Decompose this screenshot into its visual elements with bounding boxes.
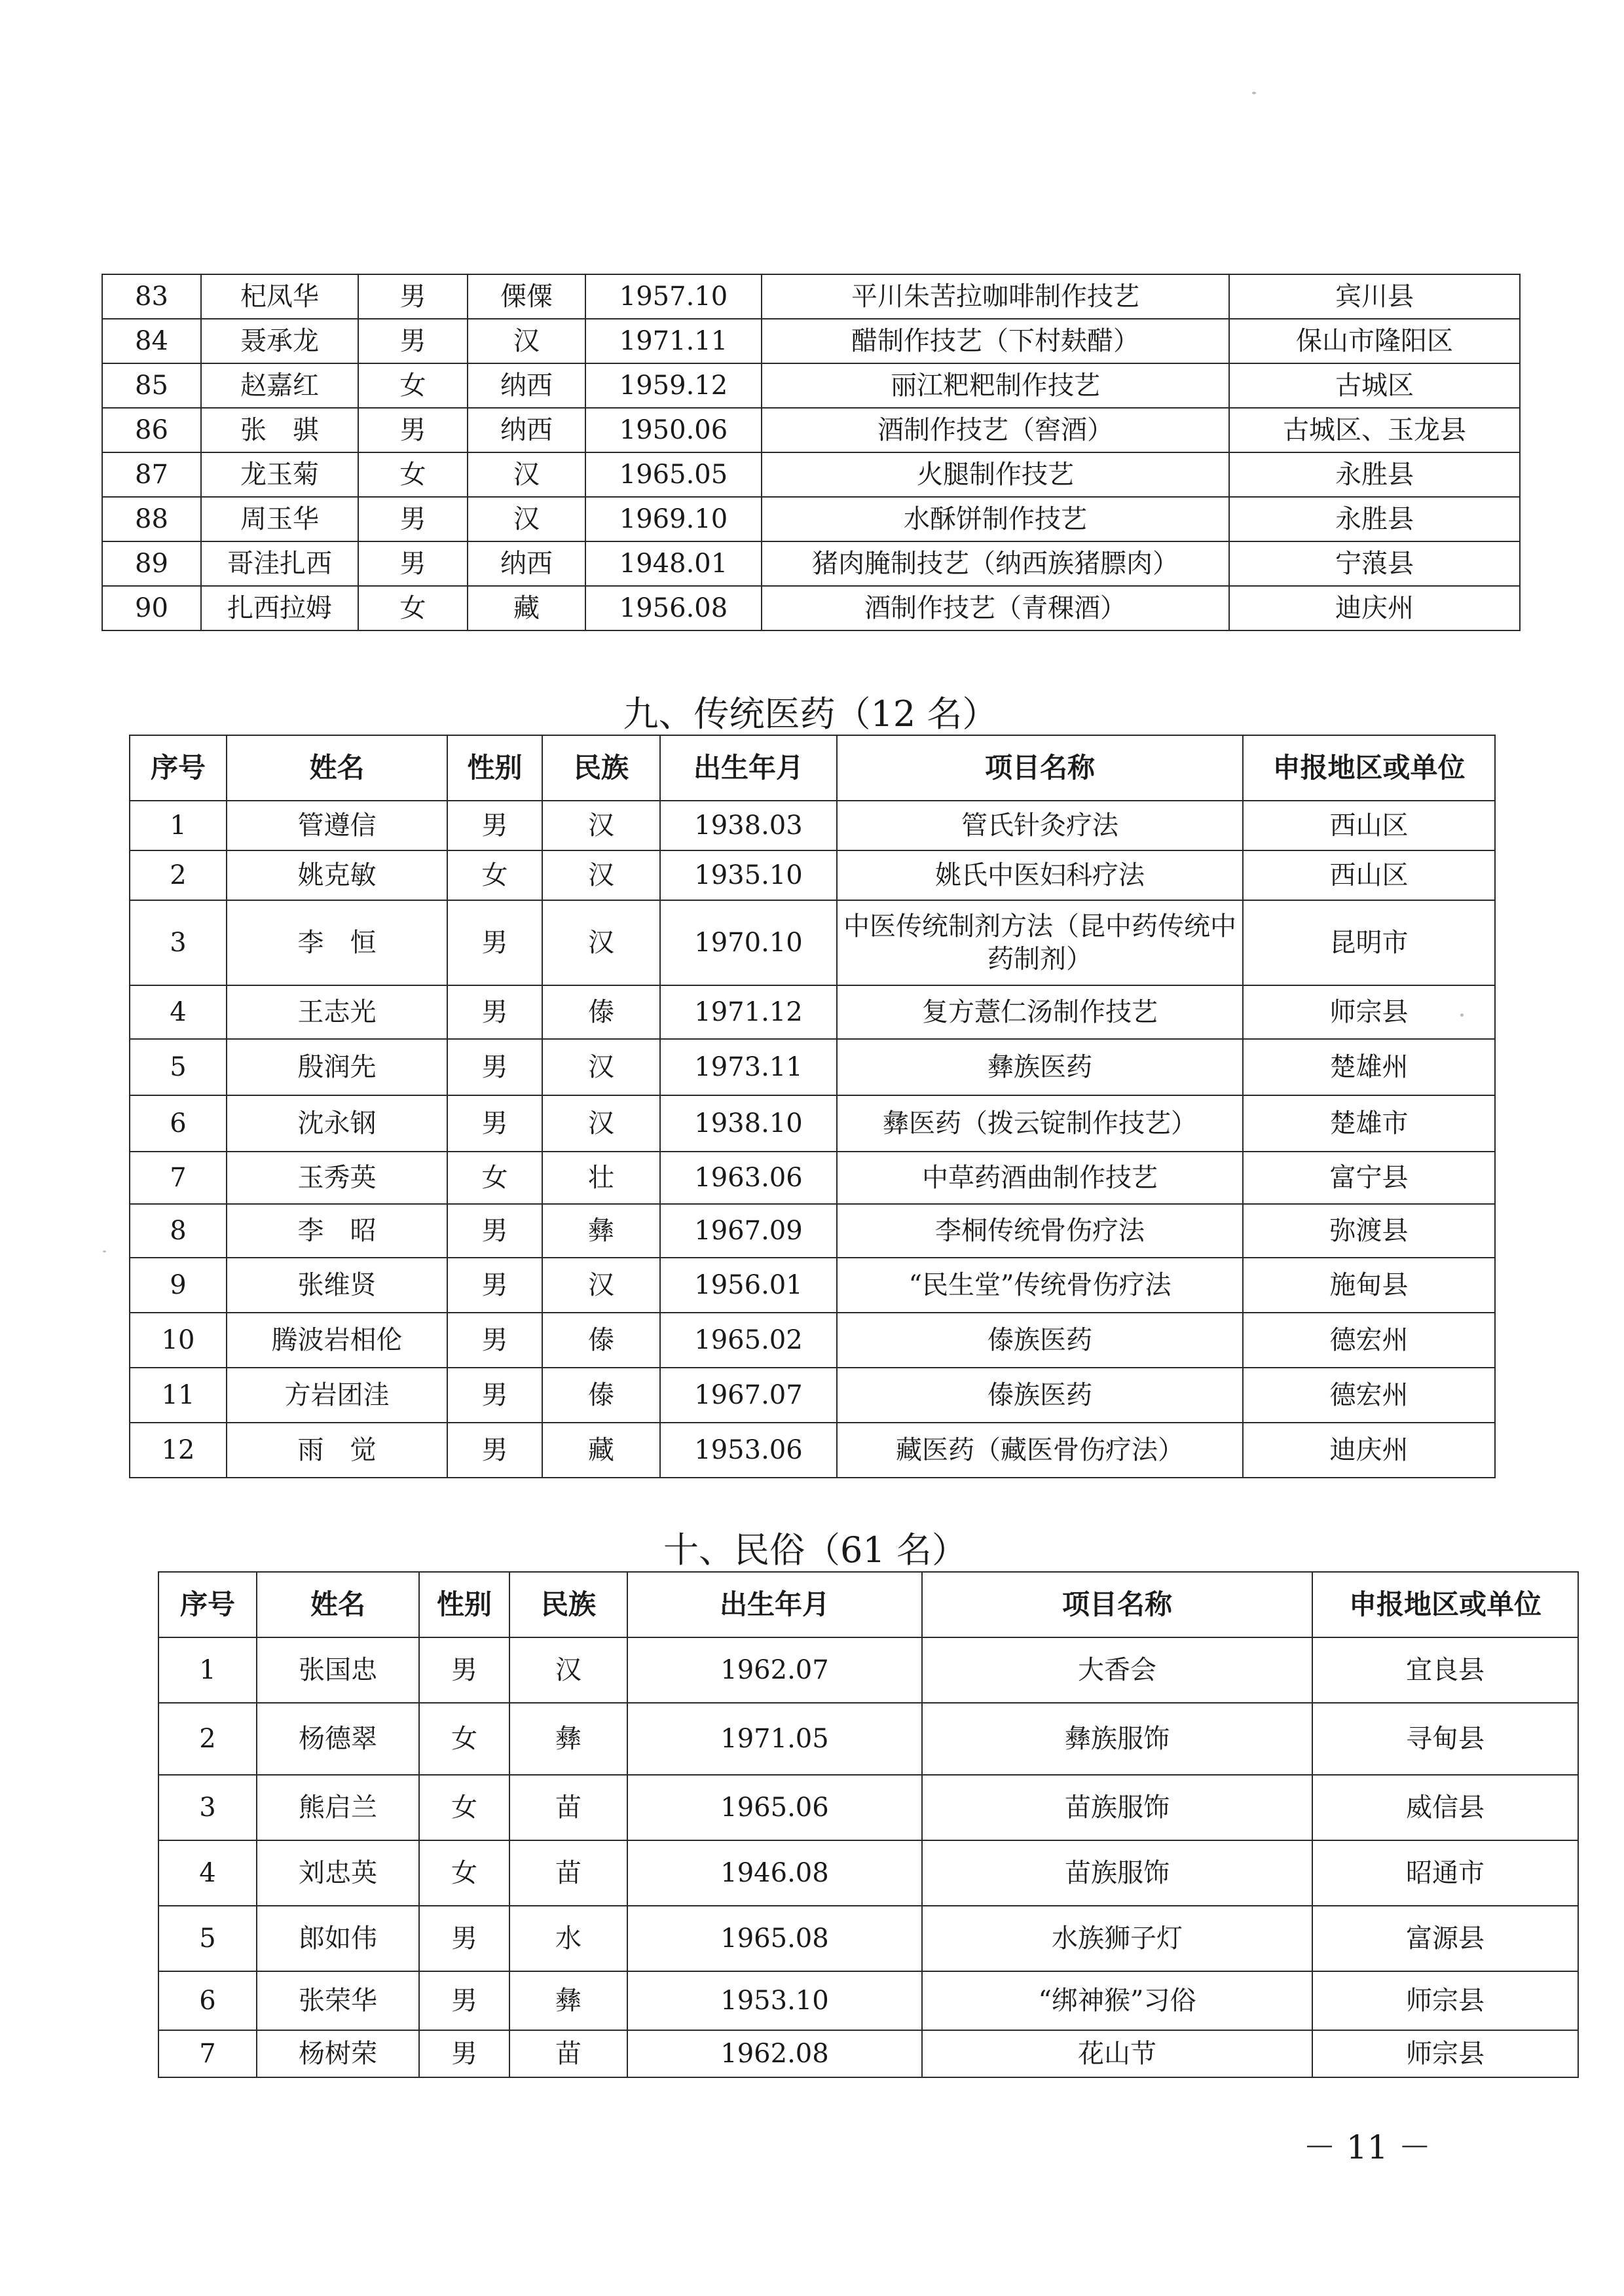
- cell-no: 7: [130, 1152, 227, 1204]
- cell-ethnicity: 汉: [468, 497, 585, 541]
- cell-no: 2: [158, 1703, 257, 1775]
- cell-birth: 1953.06: [660, 1423, 837, 1478]
- cell-gender: 男: [447, 801, 542, 850]
- cell-gender: 女: [358, 452, 468, 497]
- cell-project: 猪肉腌制技艺（纳西族猪膘肉）: [762, 541, 1229, 586]
- section-10-title: 十、民俗（61 名）: [663, 1529, 967, 1571]
- cell-gender: 女: [419, 1775, 509, 1840]
- table-row: [158, 2030, 1578, 2077]
- cell-ethnicity: 汉: [542, 1258, 660, 1313]
- cell-region: 保山市隆阳区: [1229, 319, 1520, 363]
- table-section-10: [158, 1571, 1579, 2078]
- cell-birth: 1959.12: [585, 363, 762, 408]
- cell-ethnicity: 苗: [509, 1775, 627, 1840]
- cell-region: 威信县: [1312, 1775, 1578, 1840]
- cell-project: 彝族服饰: [922, 1703, 1312, 1775]
- table-header-row: [158, 1572, 1578, 1637]
- header-region: 申报地区或单位: [1312, 1572, 1578, 1637]
- cell-project: 傣族医药: [837, 1313, 1243, 1368]
- table-row: [102, 497, 1520, 541]
- table-section-9: [129, 735, 1496, 1478]
- table-row: [102, 541, 1520, 586]
- cell-no: 86: [102, 408, 201, 452]
- cell-ethnicity: 汉: [509, 1637, 627, 1703]
- cell-gender: 男: [447, 900, 542, 985]
- cell-birth: 1956.08: [585, 586, 762, 630]
- cell-name: 李 昭: [227, 1204, 447, 1258]
- cell-project: “绑神猴”习俗: [922, 1971, 1312, 2030]
- cell-gender: 男: [358, 408, 468, 452]
- cell-ethnicity: 壮: [542, 1152, 660, 1204]
- cell-gender: 男: [358, 541, 468, 586]
- cell-birth: 1965.02: [660, 1313, 837, 1368]
- cell-birth: 1971.12: [660, 985, 837, 1039]
- cell-birth: 1967.09: [660, 1204, 837, 1258]
- cell-gender: 男: [447, 1258, 542, 1313]
- cell-project: 姚氏中医妇科疗法: [837, 850, 1243, 900]
- page-number: － 11 －: [1303, 2128, 1431, 2166]
- cell-ethnicity: 傣: [542, 985, 660, 1039]
- cell-no: 3: [130, 900, 227, 985]
- table-row: [158, 1971, 1578, 2030]
- cell-region: 楚雄市: [1243, 1095, 1495, 1152]
- table-row: [130, 900, 1495, 985]
- table-row: [102, 319, 1520, 363]
- cell-region: 宁蒗县: [1229, 541, 1520, 586]
- cell-project: 酒制作技艺（青稞酒）: [762, 586, 1229, 630]
- cell-project: 复方薏仁汤制作技艺: [837, 985, 1243, 1039]
- cell-region: 师宗县: [1312, 1971, 1578, 2030]
- cell-birth: 1965.08: [627, 1906, 922, 1971]
- cell-region: 古城区、玉龙县: [1229, 408, 1520, 452]
- header-name: 姓名: [227, 735, 447, 801]
- table-row: [130, 1368, 1495, 1423]
- cell-project: 火腿制作技艺: [762, 452, 1229, 497]
- cell-gender: 男: [419, 1971, 509, 2030]
- cell-region: 富源县: [1312, 1906, 1578, 1971]
- cell-gender: 男: [447, 985, 542, 1039]
- table-row: [130, 1095, 1495, 1152]
- table-row: [158, 1775, 1578, 1840]
- cell-gender: 女: [419, 1840, 509, 1906]
- cell-gender: 男: [447, 1423, 542, 1478]
- cell-region: 师宗县: [1243, 985, 1495, 1039]
- cell-name: 杞凤华: [201, 274, 358, 319]
- cell-name: 扎西拉姆: [201, 586, 358, 630]
- cell-region: 永胜县: [1229, 497, 1520, 541]
- scan-speck: [1252, 92, 1256, 94]
- cell-name: 杨树荣: [257, 2030, 419, 2077]
- cell-ethnicity: 水: [509, 1906, 627, 1971]
- cell-region: 德宏州: [1243, 1313, 1495, 1368]
- table-row: [130, 850, 1495, 900]
- cell-name: 方岩团洼: [227, 1368, 447, 1423]
- cell-ethnicity: 藏: [468, 586, 585, 630]
- cell-no: 85: [102, 363, 201, 408]
- table-row: [130, 1313, 1495, 1368]
- cell-no: 12: [130, 1423, 227, 1478]
- table-row: [130, 1204, 1495, 1258]
- table-section-8: [101, 274, 1521, 631]
- cell-project: 彝医药（拨云锭制作技艺）: [837, 1095, 1243, 1152]
- cell-region: 西山区: [1243, 801, 1495, 850]
- cell-ethnicity: 藏: [542, 1423, 660, 1478]
- cell-region: 古城区: [1229, 363, 1520, 408]
- cell-region: 迪庆州: [1243, 1423, 1495, 1478]
- cell-project: 丽江粑粑制作技艺: [762, 363, 1229, 408]
- cell-gender: 男: [358, 274, 468, 319]
- cell-name: 杨德翠: [257, 1703, 419, 1775]
- cell-ethnicity: 彝: [542, 1204, 660, 1258]
- cell-name: 熊启兰: [257, 1775, 419, 1840]
- cell-project: 酒制作技艺（窖酒）: [762, 408, 1229, 452]
- header-region: 申报地区或单位: [1243, 735, 1495, 801]
- cell-ethnicity: 傈僳: [468, 274, 585, 319]
- table-row: [102, 586, 1520, 630]
- cell-birth: 1962.08: [627, 2030, 922, 2077]
- cell-ethnicity: 纳西: [468, 408, 585, 452]
- cell-region: 西山区: [1243, 850, 1495, 900]
- cell-birth: 1965.05: [585, 452, 762, 497]
- cell-ethnicity: 彝: [509, 1971, 627, 2030]
- cell-ethnicity: 彝: [509, 1703, 627, 1775]
- cell-gender: 男: [358, 319, 468, 363]
- cell-birth: 1971.05: [627, 1703, 922, 1775]
- cell-birth: 1971.11: [585, 319, 762, 363]
- cell-birth: 1962.07: [627, 1637, 922, 1703]
- cell-no: 10: [130, 1313, 227, 1368]
- cell-gender: 男: [419, 1637, 509, 1703]
- header-project: 项目名称: [922, 1572, 1312, 1637]
- cell-birth: 1956.01: [660, 1258, 837, 1313]
- header-name: 姓名: [257, 1572, 419, 1637]
- cell-name: 刘忠英: [257, 1840, 419, 1906]
- cell-birth: 1935.10: [660, 850, 837, 900]
- header-ethnicity: 民族: [542, 735, 660, 801]
- cell-birth: 1967.07: [660, 1368, 837, 1423]
- cell-ethnicity: 汉: [542, 1095, 660, 1152]
- cell-ethnicity: 傣: [542, 1368, 660, 1423]
- cell-no: 9: [130, 1258, 227, 1313]
- cell-birth: 1969.10: [585, 497, 762, 541]
- header-gender: 性别: [419, 1572, 509, 1637]
- cell-project: 管氏针灸疗法: [837, 801, 1243, 850]
- cell-gender: 男: [447, 1095, 542, 1152]
- cell-project: 藏医药（藏医骨伤疗法）: [837, 1423, 1243, 1478]
- cell-region: 迪庆州: [1229, 586, 1520, 630]
- cell-gender: 男: [358, 497, 468, 541]
- cell-name: 姚克敏: [227, 850, 447, 900]
- cell-ethnicity: 汉: [542, 900, 660, 985]
- cell-project: 苗族服饰: [922, 1775, 1312, 1840]
- cell-ethnicity: 苗: [509, 2030, 627, 2077]
- cell-name: 哥洼扎西: [201, 541, 358, 586]
- header-birth: 出生年月: [627, 1572, 922, 1637]
- cell-region: 寻甸县: [1312, 1703, 1578, 1775]
- cell-project: 傣族医药: [837, 1368, 1243, 1423]
- cell-name: 张 骐: [201, 408, 358, 452]
- cell-region: 宜良县: [1312, 1637, 1578, 1703]
- cell-gender: 男: [419, 1906, 509, 1971]
- cell-region: 弥渡县: [1243, 1204, 1495, 1258]
- header-ethnicity: 民族: [509, 1572, 627, 1637]
- cell-region: 昭通市: [1312, 1840, 1578, 1906]
- cell-gender: 男: [419, 2030, 509, 2077]
- cell-name: 龙玉菊: [201, 452, 358, 497]
- cell-no: 1: [130, 801, 227, 850]
- cell-gender: 女: [447, 1152, 542, 1204]
- table-row: [158, 1840, 1578, 1906]
- header-no: 序号: [130, 735, 227, 801]
- cell-name: 张荣华: [257, 1971, 419, 2030]
- cell-ethnicity: 汉: [542, 801, 660, 850]
- table-row: [102, 452, 1520, 497]
- cell-name: 玉秀英: [227, 1152, 447, 1204]
- cell-birth: 1950.06: [585, 408, 762, 452]
- header-no: 序号: [158, 1572, 257, 1637]
- scan-speck: [1460, 1013, 1464, 1017]
- table-row: [130, 1039, 1495, 1095]
- cell-gender: 女: [358, 586, 468, 630]
- cell-no: 3: [158, 1775, 257, 1840]
- cell-no: 8: [130, 1204, 227, 1258]
- cell-ethnicity: 纳西: [468, 541, 585, 586]
- cell-name: 周玉华: [201, 497, 358, 541]
- cell-name: 腾波岩相伦: [227, 1313, 447, 1368]
- cell-gender: 男: [447, 1368, 542, 1423]
- header-project: 项目名称: [837, 735, 1243, 801]
- cell-no: 6: [130, 1095, 227, 1152]
- cell-project: 花山节: [922, 2030, 1312, 2077]
- cell-name: 李 恒: [227, 900, 447, 985]
- table-row: [102, 274, 1520, 319]
- cell-birth: 1973.11: [660, 1039, 837, 1095]
- cell-project: 中医传统制剂方法（昆中药传统中药制剂）: [837, 900, 1243, 985]
- cell-no: 11: [130, 1368, 227, 1423]
- cell-no: 6: [158, 1971, 257, 2030]
- cell-gender: 女: [358, 363, 468, 408]
- cell-no: 88: [102, 497, 201, 541]
- cell-ethnicity: 傣: [542, 1313, 660, 1368]
- table-row: [130, 1258, 1495, 1313]
- table-row: [158, 1637, 1578, 1703]
- cell-region: 宾川县: [1229, 274, 1520, 319]
- cell-ethnicity: 汉: [468, 319, 585, 363]
- cell-no: 5: [158, 1906, 257, 1971]
- cell-birth: 1970.10: [660, 900, 837, 985]
- cell-name: 张维贤: [227, 1258, 447, 1313]
- cell-no: 87: [102, 452, 201, 497]
- cell-birth: 1965.06: [627, 1775, 922, 1840]
- cell-project: 苗族服饰: [922, 1840, 1312, 1906]
- cell-project: 平川朱苦拉咖啡制作技艺: [762, 274, 1229, 319]
- cell-ethnicity: 汉: [468, 452, 585, 497]
- cell-region: 富宁县: [1243, 1152, 1495, 1204]
- cell-region: 师宗县: [1312, 2030, 1578, 2077]
- cell-birth: 1948.01: [585, 541, 762, 586]
- table-row: [102, 363, 1520, 408]
- cell-name: 郎如伟: [257, 1906, 419, 1971]
- cell-project: 醋制作技艺（下村麸醋）: [762, 319, 1229, 363]
- cell-project: 大香会: [922, 1637, 1312, 1703]
- cell-gender: 女: [419, 1703, 509, 1775]
- cell-birth: 1946.08: [627, 1840, 922, 1906]
- table-row: [158, 1906, 1578, 1971]
- table-row: [130, 985, 1495, 1039]
- cell-no: 7: [158, 2030, 257, 2077]
- cell-name: 殷润先: [227, 1039, 447, 1095]
- cell-birth: 1953.10: [627, 1971, 922, 2030]
- cell-region: 德宏州: [1243, 1368, 1495, 1423]
- table-row: [102, 408, 1520, 452]
- cell-birth: 1957.10: [585, 274, 762, 319]
- cell-name: 聂承龙: [201, 319, 358, 363]
- cell-no: 83: [102, 274, 201, 319]
- cell-ethnicity: 苗: [509, 1840, 627, 1906]
- cell-name: 赵嘉红: [201, 363, 358, 408]
- cell-region: 施甸县: [1243, 1258, 1495, 1313]
- cell-ethnicity: 汉: [542, 850, 660, 900]
- table-header-row: [130, 735, 1495, 801]
- cell-no: 84: [102, 319, 201, 363]
- cell-name: 王志光: [227, 985, 447, 1039]
- cell-gender: 女: [447, 850, 542, 900]
- scan-speck: [103, 1250, 106, 1252]
- cell-project: 水族狮子灯: [922, 1906, 1312, 1971]
- cell-no: 89: [102, 541, 201, 586]
- table-row: [158, 1703, 1578, 1775]
- cell-no: 2: [130, 850, 227, 900]
- cell-ethnicity: 纳西: [468, 363, 585, 408]
- cell-no: 4: [158, 1840, 257, 1906]
- cell-region: 楚雄州: [1243, 1039, 1495, 1095]
- cell-project: “民生堂”传统骨伤疗法: [837, 1258, 1243, 1313]
- cell-project: 李桐传统骨伤疗法: [837, 1204, 1243, 1258]
- cell-project: 彝族医药: [837, 1039, 1243, 1095]
- cell-no: 90: [102, 586, 201, 630]
- cell-name: 张国忠: [257, 1637, 419, 1703]
- header-gender: 性别: [447, 735, 542, 801]
- cell-name: 沈永钢: [227, 1095, 447, 1152]
- header-birth: 出生年月: [660, 735, 837, 801]
- cell-no: 1: [158, 1637, 257, 1703]
- cell-no: 4: [130, 985, 227, 1039]
- cell-gender: 男: [447, 1313, 542, 1368]
- cell-ethnicity: 汉: [542, 1039, 660, 1095]
- cell-project: 水酥饼制作技艺: [762, 497, 1229, 541]
- cell-region: 昆明市: [1243, 900, 1495, 985]
- cell-birth: 1938.03: [660, 801, 837, 850]
- cell-birth: 1938.10: [660, 1095, 837, 1152]
- cell-region: 永胜县: [1229, 452, 1520, 497]
- table-row: [130, 801, 1495, 850]
- table-row: [130, 1152, 1495, 1204]
- cell-birth: 1963.06: [660, 1152, 837, 1204]
- cell-no: 5: [130, 1039, 227, 1095]
- cell-project: 中草药酒曲制作技艺: [837, 1152, 1243, 1204]
- section-9-title: 九、传统医药（12 名）: [623, 693, 998, 735]
- cell-gender: 男: [447, 1039, 542, 1095]
- cell-name: 雨 觉: [227, 1423, 447, 1478]
- cell-name: 管遵信: [227, 801, 447, 850]
- table-row: [130, 1423, 1495, 1478]
- cell-gender: 男: [447, 1204, 542, 1258]
